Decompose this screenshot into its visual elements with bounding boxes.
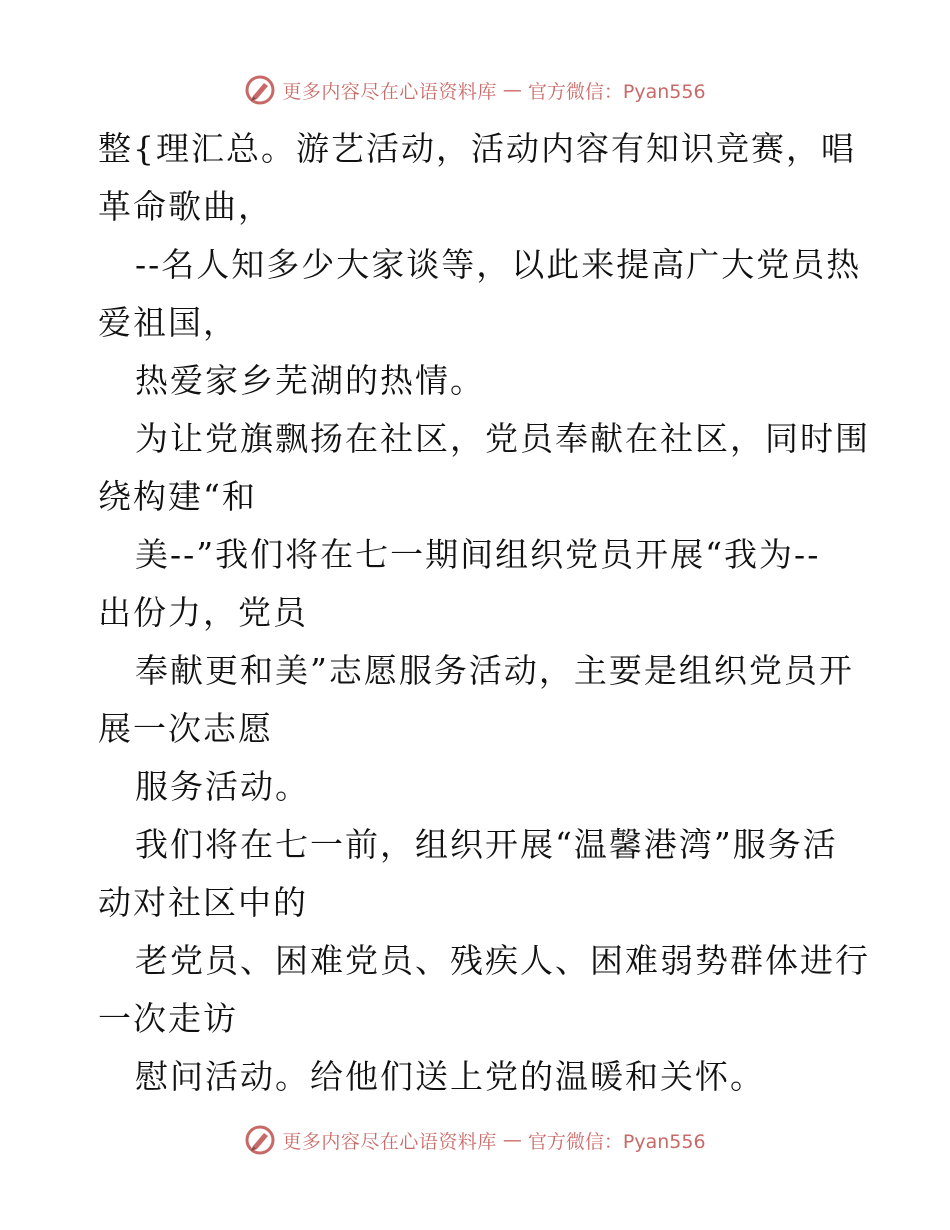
watermark-separator: — — [502, 79, 522, 101]
text-line: 展一次志愿 — [98, 709, 273, 748]
text-line: 动对社区中的 — [98, 883, 308, 922]
text-line: 整{理汇总。游艺活动，活动内容有知识竞赛，唱 — [98, 129, 856, 168]
header-watermark — [0, 72, 950, 108]
text-line: --名人知多少大家谈等，以此来提高广大党员热 — [135, 245, 862, 284]
text-line: 服务活动。 — [135, 767, 310, 806]
pen-circle-icon — [244, 1124, 276, 1156]
watermark-text: 更多内容尽在心语资料库 — [282, 1130, 497, 1153]
text-line: 老党员、困难党员、残疾人、困难弱势群体进行 — [135, 941, 870, 980]
text-line: 奉献更和美”志愿服务活动，主要是组织党员开 — [135, 651, 854, 690]
pen-circle-icon — [244, 74, 276, 106]
text-line: 一次走访 — [98, 999, 238, 1038]
text-line: 我们将在七一前，组织开展“温馨港湾”服务活 — [135, 825, 838, 864]
text-line: 革命歌曲， — [98, 187, 273, 226]
document-body — [98, 120, 870, 1106]
watermark-separator: — — [502, 1129, 522, 1151]
text-line: 爱祖国， — [98, 303, 238, 342]
footer-watermark — [0, 1122, 950, 1158]
watermark-wechat: 官方微信：Pyan556 — [527, 1130, 706, 1153]
text-line: 绕构建“和 — [98, 477, 257, 516]
watermark-wechat: 官方微信：Pyan556 — [527, 80, 706, 103]
watermark-text: 更多内容尽在心语资料库 — [282, 80, 497, 103]
text-line: 美--”我们将在七一期间组织党员开展“我为-- — [135, 535, 821, 574]
text-line: 出份力，党员 — [98, 593, 308, 632]
text-line: 慰问活动。给他们送上党的温暖和关怀。 — [135, 1057, 765, 1096]
text-line: 为让党旗飘扬在社区，党员奉献在社区，同时围 — [135, 419, 870, 458]
text-line: 热爱家乡芜湖的热情。 — [135, 361, 485, 400]
